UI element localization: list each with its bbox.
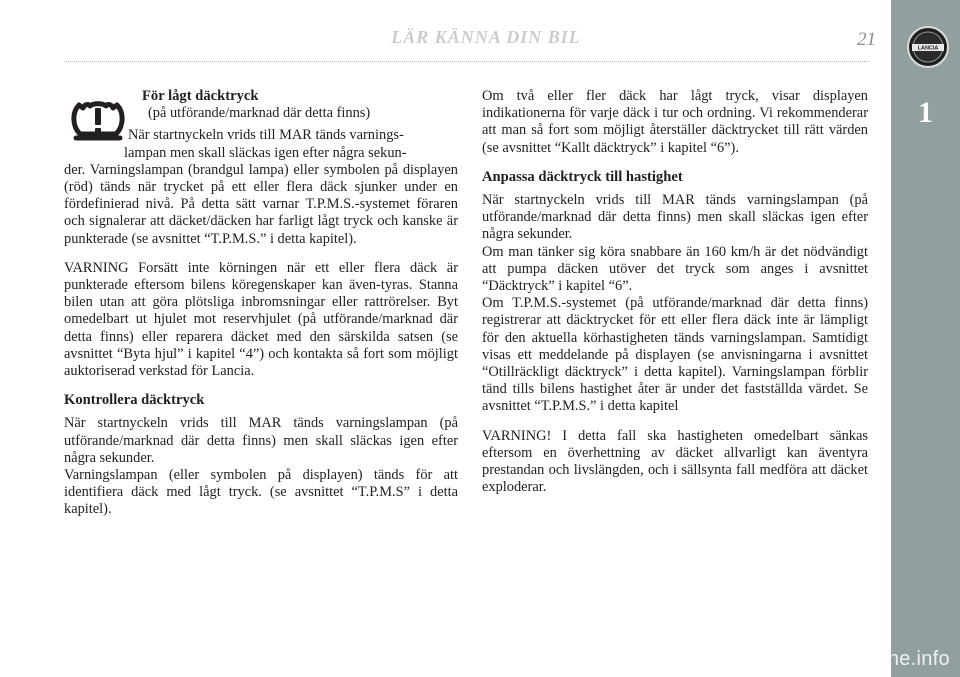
right-column (482, 88, 868, 496)
warning-paragraph-right: VARNING! I detta fall ska hastigheten omedelbart sänkas eftersom en överhettning av däcket allvarligt kan äventyra prestandan och livslängden, och i sällsynta fall medföra att däcket exploderar. (482, 427, 868, 496)
speed-paragraph-3: Om T.P.M.S.-systemet (på utförande/marknad där detta finns) registrerar att däcktrycket för ett eller flera däck inte är lämpligt för den aktuella körhastigheten tänds varningslampan. Samtidigt visas ett meddelande på displayen (se anvisningarna i avsnittet “Otillräckligt däcktryck” i detta kapitel). Varningslampan förblir tänd tills bilens hastighet åter är under det fastställda värdet. Se avsnittet “T.P.M.S.” i detta kapitel (482, 295, 868, 415)
warning-paragraph-left: VARNING Forsätt inte körningen när ett eller flera däck är punkterade eftersom bilens köregenskaper kan även-tyras. Stanna bilen utan att göra plötsliga inbromsningar eller rattrörelser. Byt omedelbart ut hjulet mot reservhjulet (på utförande/marknad där detta finns) eller reparera däcket med den särskilda satsen (se avsnittet “Byta hjul” i kapitel “4”) och kontakta så fort som möjligt auktoriserad verkstad för Lancia. (64, 259, 458, 380)
speed-paragraph-1: När startnyckeln vrids till MAR tänds varningslampan (på utförande/marknad där detta finns) men skall släckas igen efter några sekunder. (482, 192, 868, 243)
logo-lettering: LANCIA (917, 45, 939, 52)
watermark: carmanualsonline.info (749, 648, 950, 670)
multi-tire-paragraph: Om två eller fler däck har lågt tryck, visar displayen indikationerna för varje däck i tur och ordning. Vi rekommenderar att man så fort som möjligt återställer däcktrycket till rätt värden (se avsnittet “Kallt däcktryck” i kapitel “6”). (482, 88, 868, 156)
intro-line-2: lampan men skall släckas igen efter några sekun- (124, 144, 407, 161)
header-rule (64, 61, 869, 62)
section-subtitle: (på utförande/marknad där detta finns) (148, 105, 371, 122)
page-number: 21 (857, 29, 876, 50)
chapter-number: 1 (918, 96, 933, 129)
lancia-logo-icon (906, 25, 950, 69)
running-header-title: LÄR KÄNNA DIN BIL (391, 27, 581, 47)
speed-paragraph-2: Om man tänker sig köra snabbare än 160 km/h är det nödvändigt att pumpa däcken utöver det tryck som anges i avsnittet “Däcktryck” i kapitel “6”. (482, 243, 868, 295)
intro-paragraph: der. Varningslampan (brandgul lampa) eller symbolen på displayen (röd) tänds när trycket på ett eller flera däck sjunker under en fördefinierad nivå. På detta sätt varnar T.P.M.S.-systemet föraren och signalerar att däcket/däcken har farligt lågt tryck och kanske är punkterade (se avsnittet “T.P.M.S.” i detta kapitel). (64, 161, 458, 247)
intro-line-1: När startnyckeln vrids till MAR tänds varnings- (128, 127, 404, 144)
left-column (64, 88, 458, 519)
section-title-speed-pressure: Anpassa däcktryck till hastighet (482, 168, 683, 185)
check-paragraph-2: Varningslampan (eller symbolen på displayen) tänds för att identifiera däck med lågt tryck. (se avsnittet “T.P.M.S” i detta kapitel). (64, 467, 458, 518)
check-paragraph-1: När startnyckeln vrids till MAR tänds varningslampan (på utförande/marknad där detta finns) men skall släckas igen efter några sekunder. (64, 415, 458, 466)
section-title-low-pressure: För lågt däcktryck (142, 88, 259, 104)
section-title-check-pressure: Kontrollera däcktryck (64, 392, 205, 409)
